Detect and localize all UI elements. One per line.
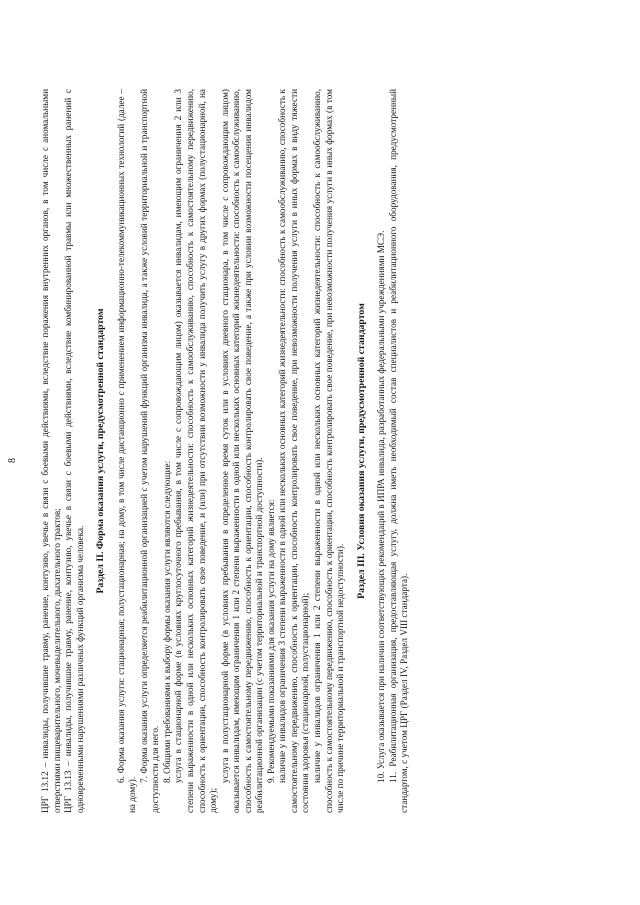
clause-11: 11. Реабилитационная организация, предоставляющая услугу, должна иметь необходимый состав специалистов и реабилитационного оборудования, предусмотренный стандартом, с учетом ЦРГ (Раздел IV, Раздел VIII стандарта). <box>387 89 410 813</box>
clause-9: 9. Рекомендуемыми показаниями для оказания услуги на дому является: <box>265 499 276 783</box>
stationary-form-paragraph: услуга в стационарной форме (в условиях круглосуточного пребывания, в том числе с сопровождающим лицом) оказывается инвалидам, имеющим ограничения 2 или 3 степени выраженности в одной или нескольких основных категорий жизнедеятельности: способность к самообслуживанию, способность к самостоятельному передвижению, способность к ориентации, способность контролировать свое поведение, и (или) при отсутствии возможности у инвалида получить услугу в других формах (полустационарной, на дому); <box>173 89 219 813</box>
semi-stationary-form-paragraph: услуга в полустационарной форме (в условиях пребывания в определенное время суток или в условиях дневного стационара, в том числе с сопровождающим лицом) оказывается инвалидам, имеющим ограничения 1 или 2 степени выраженности в одной или нескольких основных категорий жизнедеятельности: способность к самообслуживанию, способность к самостоятельному передвижению, способность к ориентации, способность контролировать свое поведение, а также при условии возможности посещения инвалидом реабилитационной организации (с учетом территориальной и транспортной доступности). <box>219 89 265 813</box>
page-number: 8 <box>7 458 18 463</box>
home-indication-paragraph-1: наличие у инвалидов ограничения 3 степени выраженности в одной или нескольких основных категорий жизнедеятельности: способность к самообслуживанию, способность к самостоятельному передвижению, способность к ориентации, способность контролировать свое поведение, при невозможности получения услуги в иных формах в виду тяжести состояния здоровья (стационарной, полустационарной); <box>277 89 311 813</box>
page-text <box>40 89 411 813</box>
clause-7: 7. Форма оказания услуги определяется реабилитационной организацией с учетом нарушений функций организма инвалида, а также условий территориальной и транспортной доступности для него. <box>138 89 161 813</box>
home-indication-paragraph-2: наличие у инвалидов ограничения 1 или 2 степени выраженности в одной или нескольких основных категорий жизнедеятельности: способность к самообслуживанию, способность к самостоятельному передвижению, способность к ориентации, способность контролировать свое поведение, при невозможности получения услуги в иных формах (в том числе по причине территориальной и транспортной недоступности). <box>312 89 346 813</box>
intro-paragraph-2: ЦРГ 13.13 – инвалиды, получившие травму, ранение, контузию, увечье в связи с боевыми действиями, вследствие комбинированной травмы или множественных ранений с одновременными нарушениями различных функций организма человека. <box>63 89 85 813</box>
section-3-heading: Раздел III. Условия оказания услуги, предусмотренной стандартом <box>355 303 367 599</box>
section-2-heading: Раздел II. Форма оказания услуги, предусмотренной стандартом <box>95 308 107 594</box>
clause-8: 8. Общими требованиями к выбору формы оказания услуги являются следующие: <box>161 460 172 783</box>
clause-6: 6. Форма оказания услуги: стационарная; полустационарная; на дому, в том числе дистанционно с применением информационно-телекоммуникационных технологий (далее – на дому). <box>115 89 138 813</box>
clause-10: 10. Услуга оказывается при наличии соответствующих рекомендаций в ИПРА инвалида, разработанных федеральными учреждениями МСЭ. <box>376 230 387 783</box>
intro-paragraph-1: ЦРГ 13.12 – инвалиды, получившие травму, ранение, контузию, увечье в связи с боевыми действиями, вследствие поражения внутренних органов, в том числе с аномальными отверстиями пищеварительного, мочевыделительного, дыхательного трактов; <box>40 89 62 813</box>
